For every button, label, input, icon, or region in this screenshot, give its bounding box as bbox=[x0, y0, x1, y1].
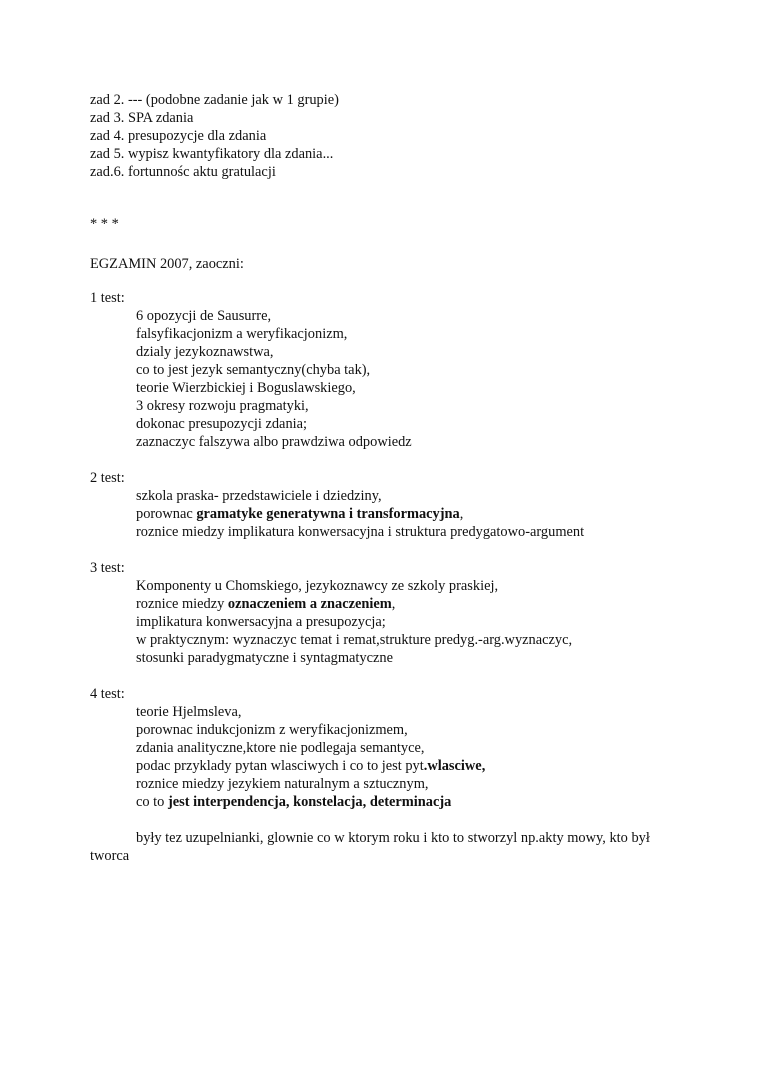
test-4-item: teorie Hjelmsleva, bbox=[136, 704, 242, 720]
task-line: zad 4. presupozycje dla zdania bbox=[90, 128, 267, 144]
test-3-item: stosunki paradygmatyczne i syntagmatyczne bbox=[136, 650, 393, 666]
text-run: co to bbox=[136, 794, 168, 810]
test-2-item: szkola praska- przedstawiciele i dziedziny, bbox=[136, 488, 382, 504]
task-line: zad 3. SPA zdania bbox=[90, 110, 194, 126]
task-line: zad 5. wypisz kwantyfikatory dla zdania... bbox=[90, 146, 334, 162]
test-1-item: falsyfikacjonizm a weryfikacjonizm, bbox=[136, 326, 348, 342]
text-run: podac przyklady pytan wlasciwych i co to jest pyt bbox=[136, 758, 424, 774]
test-1-item: 3 okresy rozwoju pragmatyki, bbox=[136, 398, 309, 414]
text-run: , bbox=[391, 596, 396, 612]
test-4-item: roznice miedzy jezykiem naturalnym a sztucznym, bbox=[136, 776, 429, 792]
task-list bbox=[90, 91, 680, 181]
test-1-item: teorie Wierzbickiej i Boguslawskiego, bbox=[136, 380, 356, 396]
footer-paragraph: były tez uzupelnianki, glownie co w ktorym roku i kto to stworzyl np.akty mowy, kto był tworca bbox=[90, 830, 650, 864]
text-run: roznice miedzy bbox=[136, 596, 228, 612]
test-1-item: dzialy jezykoznawstwa, bbox=[136, 344, 274, 360]
test-1-section bbox=[90, 289, 680, 451]
test-3-heading: 3 test: bbox=[90, 560, 125, 576]
bold-text-run: oznaczeniem a znaczeniem bbox=[227, 596, 392, 612]
test-4-heading: 4 test: bbox=[90, 686, 125, 702]
test-1-heading: 1 test: bbox=[90, 290, 125, 306]
test-4-item bbox=[90, 793, 680, 811]
test-1-item: dokonac presupozycji zdania; bbox=[136, 416, 308, 432]
test-1-item: zaznaczyc falszywa albo prawdziwa odpowiedz bbox=[136, 434, 412, 450]
test-1-item: co to jest jezyk semantyczny(chyba tak), bbox=[136, 362, 371, 378]
test-2-item: roznice miedzy implikatura konwersacyjna i struktura predygatowo-argument bbox=[136, 524, 585, 540]
bold-text-run: gramatyke generatywna i transformacyjna bbox=[196, 506, 460, 522]
section-separator: * * * bbox=[90, 216, 119, 232]
test-3-item: Komponenty u Chomskiego, jezykoznawcy ze szkoly praskiej, bbox=[136, 578, 499, 594]
task-line: zad 2. --- (podobne zadanie jak w 1 grupie) bbox=[90, 92, 339, 108]
test-3-item: w praktycznym: wyznaczyc temat i remat,strukture predyg.-arg.wyznaczyc, bbox=[136, 632, 573, 648]
test-2-item bbox=[90, 505, 680, 523]
test-1-item: 6 opozycji de Sausurre, bbox=[136, 308, 272, 324]
test-4-item: zdania analityczne,ktore nie podlegaja semantyce, bbox=[136, 740, 425, 756]
text-run: porownac bbox=[136, 506, 197, 522]
test-3-section bbox=[90, 559, 680, 667]
test-2-heading: 2 test: bbox=[90, 470, 125, 486]
exam-title: EGZAMIN 2007, zaoczni: bbox=[90, 256, 244, 272]
test-3-item: implikatura konwersacyjna a presupozycja; bbox=[136, 614, 386, 630]
task-line: zad.6. fortunnośc aktu gratulacji bbox=[90, 164, 276, 180]
test-2-section bbox=[90, 469, 680, 541]
test-4-item bbox=[90, 757, 680, 775]
test-4-item: porownac indukcjonizm z weryfikacjonizmem, bbox=[136, 722, 408, 738]
test-3-item bbox=[90, 595, 680, 613]
test-4-section bbox=[90, 685, 680, 811]
text-run: , bbox=[459, 506, 464, 522]
bold-text-run: jest interpendencja, konstelacja, determinacja bbox=[167, 794, 452, 810]
bold-text-run: .wlasciwe, bbox=[423, 758, 486, 774]
document-page bbox=[90, 91, 680, 865]
